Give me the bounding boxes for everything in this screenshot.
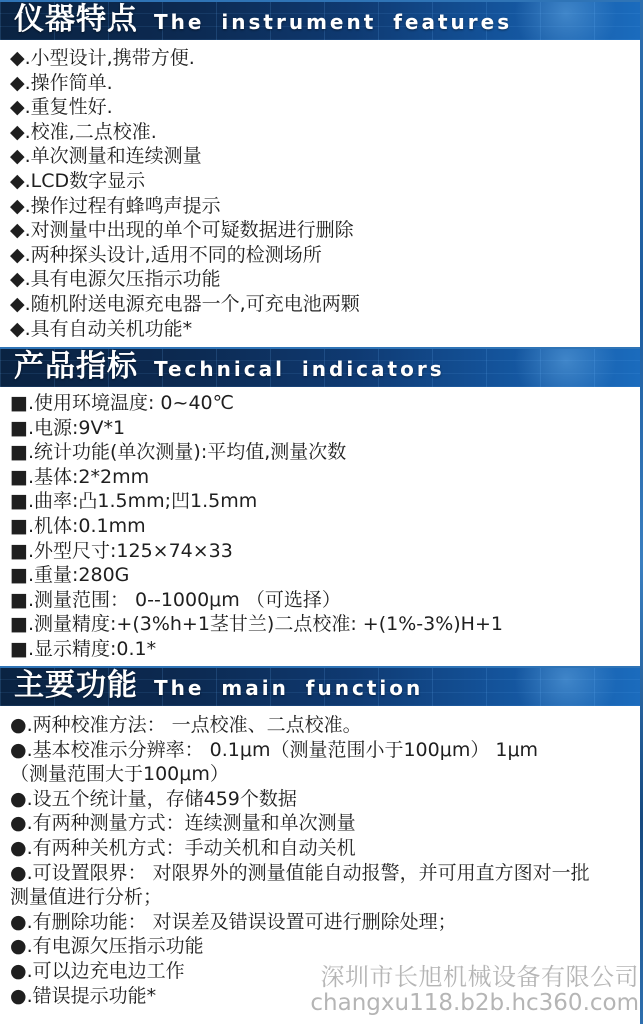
- list-item: ●.有两种测量方式：连续测量和单次测量: [10, 812, 356, 835]
- list-item: ◆.具有电源欠压指示功能: [10, 268, 221, 291]
- section-title-zh: 主要功能: [14, 668, 138, 703]
- instrument-features-list: [0, 46, 640, 341]
- list-item: ●.错误提示功能*: [10, 984, 157, 1007]
- list-item: ●.基本校准示分辨率： 0.1μm（测量范围小于100μm） 1μm: [10, 738, 539, 761]
- section-title-en: The instrument features: [154, 10, 513, 34]
- list-item: ●.设五个统计量，存储459个数据: [10, 787, 297, 810]
- list-item: ◆.随机附送电源充电器一个,可充电池两颗: [10, 292, 360, 315]
- section-header-technical-indicators: [0, 347, 643, 387]
- list-item: ●.有两种关机方式：手动关机和自动关机: [10, 836, 356, 859]
- list-item: ●.两种校准方法： 一点校准、二点校准。: [10, 714, 362, 736]
- list-item: ◆.两种探头设计,适用不同的检测场所: [10, 243, 322, 266]
- list-item: ■.曲率:凸1.5mm;凹1.5mm: [10, 490, 258, 513]
- list-item: ■.显示精度:0.1*: [10, 637, 157, 660]
- list-item: ◆.操作过程有蜂鸣声提示: [10, 194, 221, 217]
- seller-watermark: [310, 964, 639, 1016]
- list-item: ■.测量精度:+(3%h+1茎甘兰)二点校准: +(1%-3%)H+1: [10, 613, 503, 636]
- list-item: ■.基体:2*2mm: [10, 465, 150, 488]
- section-title-zh: 产品指标: [14, 349, 138, 384]
- section-title-en: Technical indicators: [154, 357, 445, 381]
- list-item: ●.可设置限界： 对限界外的测量值能自动报警，并可用直方图对一批: [10, 861, 590, 884]
- list-item: ◆.单次测量和连续测量: [10, 145, 202, 168]
- list-item: ■.重量:280G: [10, 564, 130, 587]
- list-item: ■.外型尺寸:125×74×33: [10, 539, 233, 562]
- list-item: ◆.重复性好.: [10, 96, 113, 119]
- list-item: （测量范围大于100μm）: [10, 763, 229, 786]
- watermark-company-name: 深圳市长旭机械设备有限公司: [320, 963, 639, 992]
- section-header-main-function: [0, 666, 643, 706]
- list-item: ●.有电源欠压指示功能: [10, 935, 204, 958]
- section-header-instrument-features: [0, 0, 643, 40]
- list-item: ◆.对测量中出现的单个可疑数据进行删除: [10, 219, 354, 242]
- list-item: ◆.LCD数字显示: [10, 169, 146, 192]
- technical-indicators-list: [0, 391, 640, 662]
- list-item: ■.测量范围： 0--1000μm （可选择）: [10, 588, 341, 611]
- list-item: ■.机体:0.1mm: [10, 514, 146, 537]
- section-title-zh: 仪器特点: [14, 2, 138, 37]
- list-item: ◆.操作简单.: [10, 71, 113, 94]
- section-title-en: The main function: [154, 676, 424, 700]
- list-item: ■.使用环境温度: 0~40℃: [10, 392, 234, 414]
- list-item: ◆.小型设计,携带方便.: [10, 47, 195, 69]
- list-item: ■.电源:9V*1: [10, 416, 126, 439]
- list-item: ◆.校准,二点校准.: [10, 120, 157, 143]
- list-item: ■.统计功能(单次测量):平均值,测量次数: [10, 441, 347, 464]
- list-item: ◆.具有自动关机功能*: [10, 317, 193, 340]
- list-item: ●.有删除功能： 对误差及错误设置可进行删除处理；: [10, 910, 457, 933]
- list-item: ●.可以边充电边工作: [10, 959, 185, 982]
- watermark-site-url: changxu118.b2b.hc360.com: [310, 989, 639, 1016]
- list-item: 测量值进行分析；: [10, 886, 163, 909]
